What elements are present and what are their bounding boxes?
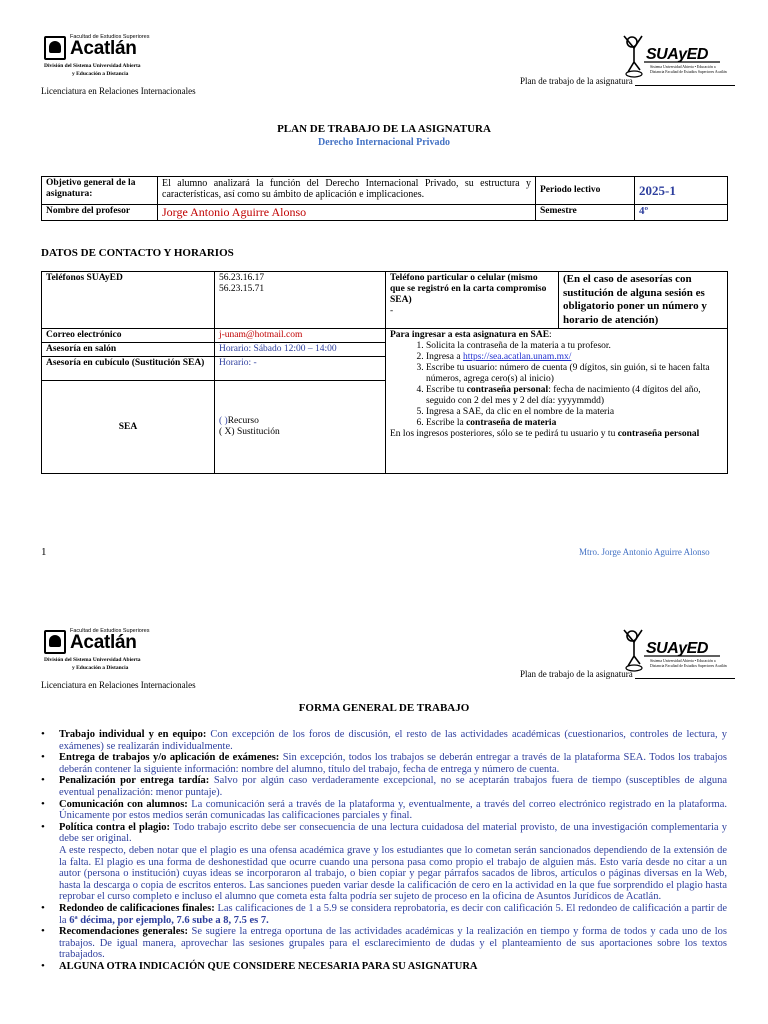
semester-label: Semestre (536, 205, 635, 221)
work-rules-list (41, 729, 727, 972)
phones-value (215, 272, 386, 329)
phones-label: Teléfonos SUAyED (42, 272, 215, 329)
licenciatura-label: Licenciatura en Relaciones Internacionales (41, 680, 196, 690)
sae-footer: En los ingresos posteriores, sólo se te pedirá tu usuario y tu contraseña personal (390, 429, 700, 439)
section-title: FORMA GENERAL DE TRABAJO (298, 702, 470, 714)
suayed-wordmark: SUAyED (646, 640, 708, 657)
suayed-subtext: Sistema Universidad Abierta • Educación a Distancia Facultad de Estudios Superiores Acatlán (650, 659, 727, 668)
objective-label: Objetivo general de la asignatura: (42, 177, 158, 205)
suayed-logo (620, 32, 727, 82)
unam-shield-icon (44, 36, 66, 60)
sae-step: 2. Ingresa a https://sea.acatlan.unam.mx/ (426, 352, 723, 363)
work-rule (41, 961, 727, 973)
page-number: 1 (41, 546, 47, 558)
sae-step: 6. Escribe la contraseña de materia (426, 418, 723, 429)
plan-header-label: Plan de trabajo de la asignatura (520, 669, 735, 679)
personal-phone-label: Teléfono particular o celular (mismo que se registró en la carta compromiso SEA) (390, 273, 547, 305)
sae-title: Para ingresar a esta asignatura en SAE (390, 330, 550, 340)
period-value: 2025-1 (635, 177, 728, 205)
work-rule-term: Trabajo individual y en equipo: (59, 729, 207, 740)
work-rule (41, 903, 727, 926)
personal-phone-value: - (390, 306, 394, 316)
phone-1: 56.23.16.17 (219, 273, 265, 283)
contact-table (41, 271, 728, 474)
work-rule-extra: A este respecto, deben notar que el plagio es una ofensa académica grave y los estudiantes que lo cometan serán sancionados dependiendo de la extensión de la falta. El plagio es una forma de deshonestidad que ocurre cuando una persona pasa como propio el trabajo de alguien más. Esto varía desde no citar a un autor (persona o institución) cuyas ideas se incorporaron al trabajo, o bien copiar y pegar párrafos sacados de libros, artículos o páginas diversas en la Web, hasta la descarga o copia de escritos enteros. Las sanciones pueden variar desde la calificación de cero en la actividad en la que fue sorprendido el plagio hasta reprobar el curso completo e incluso el alumno que cometa esta falta podría ser sujeto de proceso en la oficina de Asuntos Jurídicos de Acatlán. (59, 844, 727, 903)
contact-section-title: DATOS DE CONTACTO Y HORARIOS (41, 247, 234, 259)
page-2 (0, 600, 768, 1024)
sae-step: 5. Ingresa a SAE, da clic en el nombre de la materia (426, 407, 723, 418)
sea-label: SEA (42, 381, 215, 474)
work-rule-term: ALGUNA OTRA INDICACIÓN QUE CONSIDERE NECESARIA PARA SU ASIGNATURA (59, 960, 478, 972)
course-info-table (41, 176, 728, 221)
sea-options (215, 381, 386, 474)
cubicle-value: Horario: - (215, 357, 386, 381)
logo-acatlan-text: Acatlán (70, 632, 137, 653)
logo-faculty-text: Facultad de Estudios Superiores (70, 628, 150, 634)
work-rule (41, 926, 727, 961)
sae-step: 3. Escribe tu usuario: número de cuenta (9 dígitos, sin guión, si te hacen falta números, agrega cero(s) al inicio) (426, 363, 723, 385)
personal-phone-cell (386, 272, 559, 329)
work-rule-term: Redondeo de calificaciones finales: (59, 902, 215, 914)
contact-note: (En el caso de asesorías con sustitución de alguna sesión es obligatorio poner un número y horario de atención) (559, 272, 728, 329)
footer-author: Mtro. Jorge Antonio Aguirre Alonso (579, 547, 710, 557)
objective-value: El alumno analizará la función del Derecho Internacional Privado, su estructura y características, así como su ámbito de aplicación e implicaciones. (158, 177, 536, 205)
phone-2: 56.23.15.71 (219, 284, 265, 294)
work-rule-term: Política contra el plagio: (59, 821, 170, 833)
sae-step: 4. Escribe tu contraseña personal: fecha de nacimiento (4 dígitos del año, seguido con 2 del mes y 2 del día: yyyymmdd) (426, 385, 723, 407)
unam-shield-icon (44, 630, 66, 654)
acatlan-logo (44, 628, 154, 674)
classroom-value: Horario: Sábado 12:00 – 14:00 (215, 343, 386, 357)
email-label: Correo electrónico (42, 329, 215, 343)
work-rule-text: Todo trabajo escrito debe ser consecuencia de una lectura cuidadosa del material provisto, de una investigación complementaria y debe ser original. (59, 821, 727, 845)
plan-header-label: Plan de trabajo de la asignatura (520, 76, 735, 86)
sea-option-sustitucion[interactable]: ( X) Sustitución (219, 427, 280, 437)
page-title: PLAN DE TRABAJO DE LA ASIGNATURA (277, 123, 491, 135)
logo-division-text: División del Sistema Universidad Abierta y Educación a Distancia (44, 657, 141, 671)
course-subtitle: Derecho Internacional Privado (317, 137, 451, 148)
cubicle-label: Asesoría en cubículo (Sustitución SEA) (42, 357, 215, 381)
email-value[interactable]: j-unam@hotmail.com (215, 329, 386, 343)
professor-value: Jorge Antonio Aguirre Alonso (158, 205, 536, 221)
work-rule-term: Comunicación con alumnos: (59, 798, 188, 810)
sae-instructions: Para ingresar a esta asignatura en SAE: 1. Solicita la contraseña de la materia a tu profesor. 2. Ingresa a https://sea.acatlan.unam.mx/ 3. Escribe tu usuario: número de cuenta (9 dígitos, sin guión, si te hacen falta números, agrega cero(s) al inicio) 4. Escribe tu contraseña personal: fecha de nacimiento (4 dígitos del año, seguido con 2 del mes y 2 del día: yyyymmdd) 5. Ingresa a SAE, da clic en el nombre de la materia 6. Escribe la contraseña de materia En los ingresos posteriores, sólo se te pedirá tu usuario y tu contraseña personal (386, 329, 728, 474)
work-rule-term: Penalización por entrega tardía: (59, 775, 210, 787)
work-rule-text: Se sugiere la entrega oportuna de las actividades académicas y la realización en tiempo y forma de todos y cada uno de los trabajos. De igual manera, aprovechar las sesiones grupales para el esclarecimiento de dudas y el planteamiento de sus aportaciones sobre los textos trabajados. (59, 926, 727, 961)
work-rule (41, 752, 727, 775)
professor-label: Nombre del profesor (42, 205, 158, 221)
work-rule-text: Sin excepción, todos los trabajos se deberán entregar a través de la plataforma SEA. Todos los trabajos deberán contener la siguiente información: nombre del alumno, título del trabajo, fecha de entrega y número de cuenta. (59, 752, 727, 775)
semester-value: 4º (635, 205, 728, 221)
work-rule-text: Con excepción de los foros de discusión, el resto de las actividades académicas (cuestionarios, controles de lectura, y exámenes) se realizarán individualmente. (59, 729, 727, 752)
acatlan-logo (44, 34, 154, 80)
work-rule (41, 822, 727, 903)
work-rule (41, 799, 727, 822)
work-rule (41, 775, 727, 798)
classroom-label: Asesoría en salón (42, 343, 215, 357)
period-label: Periodo lectivo (536, 177, 635, 205)
suayed-wordmark: SUAyED (646, 46, 708, 63)
sae-step: 1. Solicita la contraseña de la materia a tu profesor. (426, 341, 723, 352)
work-rule-text: La comunicación será a través de la plataforma y, eventualmente, a través del correo electrónico registrado en la plataforma. Únicamente por estos medios serán comunicadas las calificaciones parciales y final. (59, 798, 727, 822)
logo-acatlan-text: Acatlán (70, 38, 137, 59)
work-rule-term: Entrega de trabajos y/o aplicación de exámenes: (59, 752, 280, 764)
licenciatura-label: Licenciatura en Relaciones Internacionales (41, 86, 196, 96)
work-rule (41, 729, 727, 752)
work-rule-emphasis: 6ª décima, por ejemplo, 7.6 sube a 8, 7.5 es 7. (69, 914, 269, 926)
suayed-subtext: Sistema Universidad Abierta • Educación a Distancia Facultad de Estudios Superiores Acatlán (650, 65, 727, 74)
sea-option-recurso[interactable]: ( )Recurso (219, 416, 259, 426)
work-rule-text: Salvo por algún caso verdaderamente excepcional, no se aceptarán trabajos fuera de tiempo (susceptibles de alguna eventual penalización: menor puntaje). (59, 775, 727, 798)
work-rule-text: Las calificaciones de 1 a 5.9 se considera reprobatoria, es decir con calificación 5. El redondeo de calificación a partir de la (59, 902, 727, 926)
logo-division-text: División del Sistema Universidad Abierta y Educación a Distancia (44, 63, 141, 77)
work-rule-term: Recomendaciones generales: (59, 926, 188, 938)
logo-faculty-text: Facultad de Estudios Superiores (70, 34, 150, 40)
sae-steps-list (390, 341, 723, 429)
sae-link[interactable]: https://sea.acatlan.unam.mx/ (462, 352, 572, 362)
